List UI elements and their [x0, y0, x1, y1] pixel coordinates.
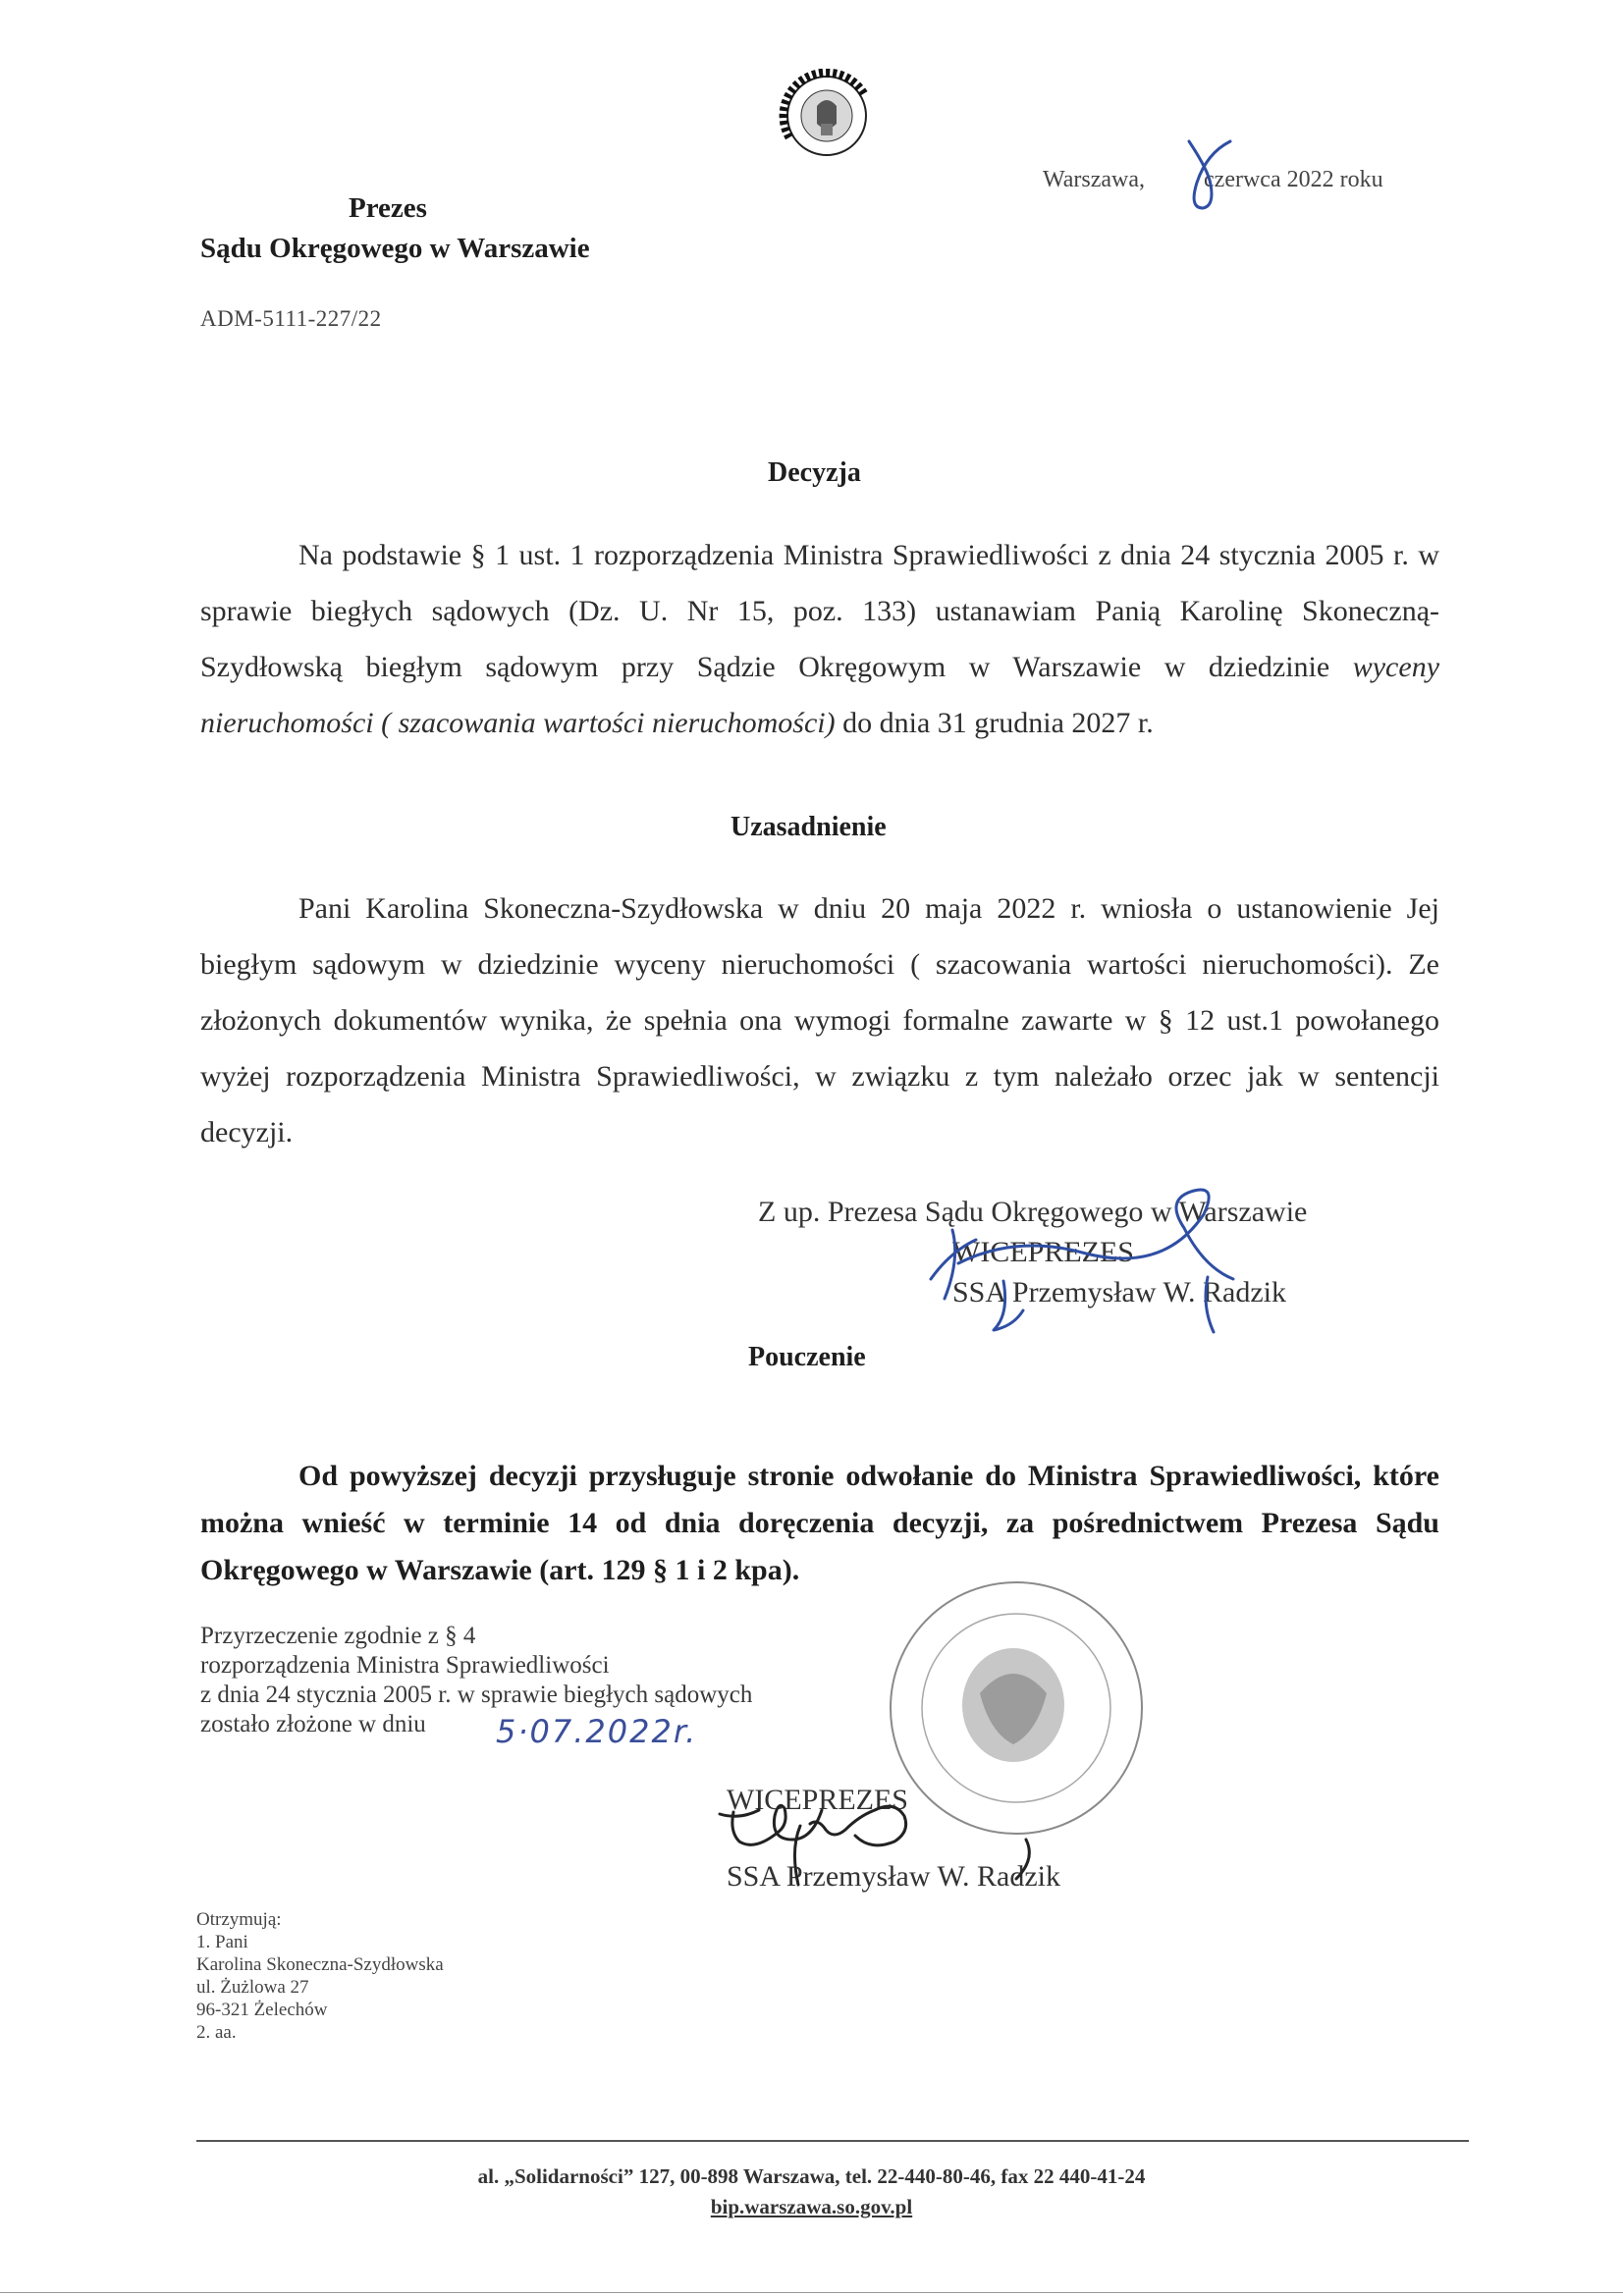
- footer-address: al. „Solidarności” 127, 00-898 Warszawa, tel. 22-440-80-46, fax 22 440-41-24: [477, 2164, 1146, 2188]
- oath-date-handwritten: 5·07.2022r.: [496, 1713, 698, 1750]
- footer-website-link[interactable]: bip.warszawa.so.gov.pl: [710, 2195, 913, 2218]
- signature-position: WICEPREZES: [727, 1784, 908, 1816]
- page-edge-line: [0, 2292, 1623, 2293]
- issuer-title: Prezes: [349, 192, 427, 224]
- list-item: 1. Pani: [196, 1932, 248, 1952]
- signature-name: SSA Przemysław W. Radzik: [952, 1276, 1287, 1308]
- court-emblem: [768, 69, 886, 163]
- footer-divider: [196, 2140, 1469, 2142]
- recipients-list: [196, 1908, 444, 2044]
- signature-name: SSA Przemysław W. Radzik: [727, 1860, 1061, 1893]
- justification-body: Pani Karolina Skoneczna-Szydłowska w dniu 20 maja 2022 r. wniosła o ustanowienie Jej biegłym sądowym w dziedzinie wyceny nieruchomości ( szacowania wartości nieruchomości). Ze złożonych dokumentów wynika, że spełnia ona wymogi formalne zawarte w § 12 ust.1 powołanego wyżej rozporządzenia Ministra Sprawiedliwości, w związku z tym należało orzec jak w sentencji decyzji.: [200, 892, 1439, 1148]
- recipients-heading: Otrzymują:: [196, 1909, 282, 1930]
- oath-note-line: rozporządzenia Ministra Sprawiedliwości: [200, 1652, 610, 1679]
- decision-title: Decyzja: [768, 457, 861, 488]
- decision-term: do dnia 31 grudnia 2027 r.: [842, 707, 1154, 739]
- signature-block-authorization: [758, 1192, 1307, 1312]
- list-item: Karolina Skoneczna-Szydłowska: [196, 1954, 444, 1975]
- case-number: ADM-5111-227/22: [200, 306, 382, 331]
- oath-note-line: zostało złożone w dniu: [200, 1711, 426, 1737]
- instruction-body: Od powyższej decyzji przysługuje stronie odwołanie do Ministra Sprawiedliwości, które można wnieść w terminie 14 od dnia doręczenia decyzji, za pośrednictwem Prezesa Sądu Okręgowego w Warszawie (art. 129 § 1 i 2 kpa).: [200, 1460, 1439, 1586]
- list-item: 2. aa.: [196, 2022, 237, 2043]
- list-item: 96-321 Żelechów: [196, 2000, 328, 2020]
- oath-note-line: z dnia 24 stycznia 2005 r. w sprawie biegłych sądowych: [200, 1682, 753, 1708]
- list-item: ul. Żużlowa 27: [196, 1977, 309, 1998]
- decision-text: Na podstawie § 1 ust. 1 rozporządzenia Ministra Sprawiedliwości z dnia 24 stycznia 2005 r. w sprawie biegłych sądowych (Dz. U. Nr 15, poz. 133) ustanawiam Panią Karolinę Skoneczną-Szydłowską biegłym sądowym przy Sądzie Okręgowym w Warszawie w dziedzinie: [200, 539, 1439, 683]
- instruction-title: Pouczenie: [748, 1342, 866, 1372]
- decision-field: wyceny nieruchomości ( szacowania wartości nieruchomości): [200, 651, 1440, 739]
- court-eagle-emblem-icon: [768, 69, 886, 163]
- signature-position: WICEPREZES: [952, 1236, 1134, 1268]
- signature-block-oath: [727, 1762, 1060, 1915]
- justification-title: Uzasadnienie: [730, 812, 887, 842]
- date-prefix: Warszawa,: [1043, 167, 1146, 192]
- issuer-court: Sądu Okręgowego w Warszawie: [200, 233, 590, 264]
- date-day-handwritten: [1183, 137, 1234, 218]
- decision-body: [200, 527, 1439, 751]
- oath-note-line: Przyrzeczenie zgodnie z § 4: [200, 1623, 476, 1649]
- signature-authorization-line: Z up. Prezesa Sądu Okręgowego w Warszawie: [758, 1196, 1308, 1228]
- date-month-year: czerwca 2022 roku: [1204, 167, 1383, 192]
